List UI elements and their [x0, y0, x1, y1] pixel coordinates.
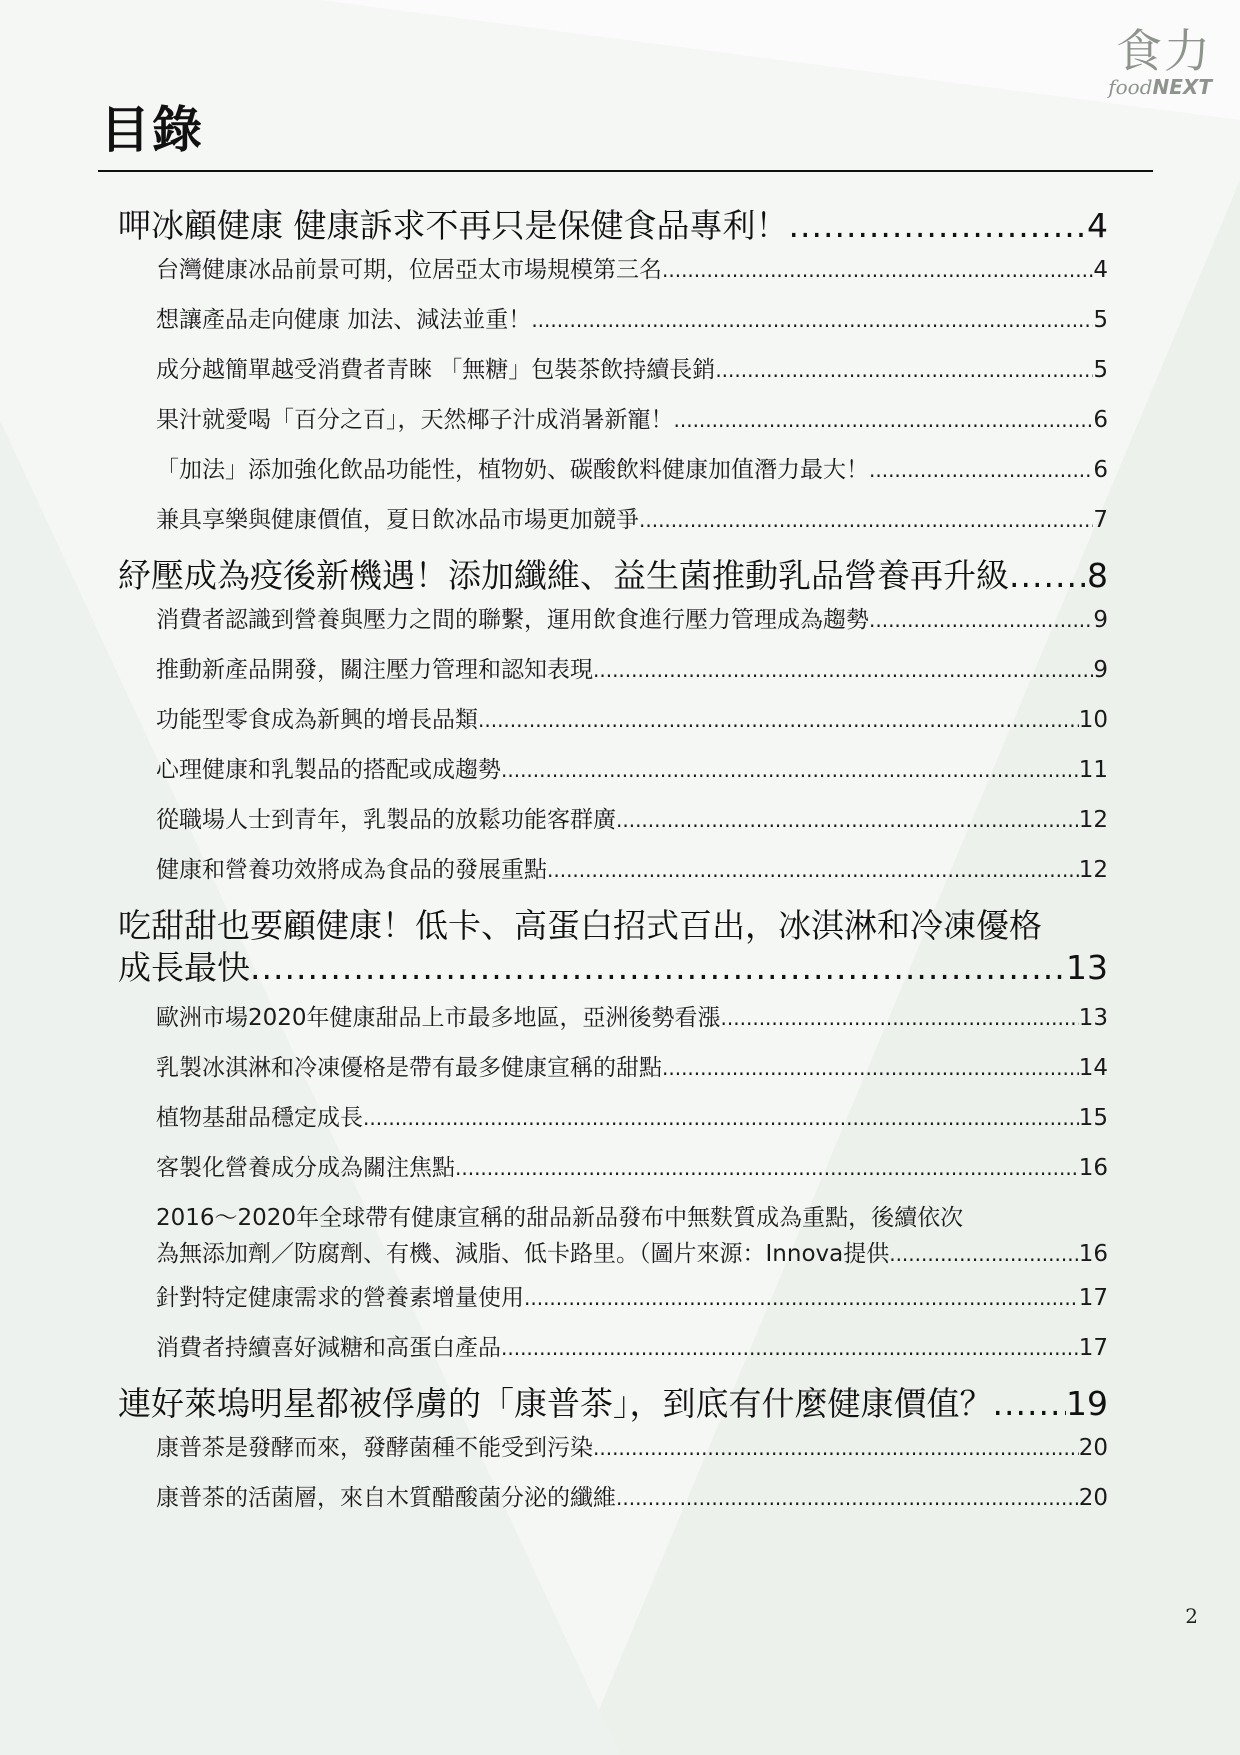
dot-leader — [250, 947, 1066, 989]
entry-title: 消費者認識到營養與壓力之間的聯繫，運用飲食進行壓力管理成為趨勢 — [156, 607, 869, 633]
entry-page: 5 — [1093, 307, 1108, 333]
toc-entry[interactable] — [156, 755, 1108, 785]
toc-entry[interactable] — [156, 855, 1108, 885]
toc-entry[interactable] — [156, 1283, 1108, 1313]
dot-leader — [789, 205, 1088, 247]
entry-title: 康普茶是發酵而來，發酵菌種不能受到污染 — [156, 1435, 593, 1461]
dot-leader — [616, 805, 1079, 835]
entry-title: 歐洲市場2020年健康甜品上市最多地區，亞洲後勢看漲 — [156, 1005, 721, 1031]
dot-leader — [501, 1333, 1079, 1363]
toc-chapter-entry[interactable] — [118, 555, 1108, 597]
entry-page: 11 — [1078, 757, 1108, 783]
table-of-contents — [118, 205, 1108, 1533]
entry-title: 客製化營養成分成為關注焦點 — [156, 1155, 455, 1181]
entry-title: 想讓產品走向健康 加法、減法並重！ — [156, 307, 532, 333]
chapter-page: 19 — [1066, 1384, 1108, 1423]
entry-page: 9 — [1093, 657, 1108, 683]
entry-page: 20 — [1078, 1485, 1108, 1511]
toc-entry[interactable] — [156, 355, 1108, 385]
chapter-title: 連好萊塢明星都被俘虜的「康普茶」，到底有什麼健康價值？ — [118, 1384, 993, 1423]
entry-page: 4 — [1093, 257, 1108, 283]
chapter-title-line1: 吃甜甜也要顧健康！低卡、高蛋白招式百出，冰淇淋和冷凍優格 — [118, 906, 1042, 945]
toc-chapter-entry[interactable] — [118, 205, 1108, 247]
logo-chinese: 食力 — [1116, 24, 1212, 78]
dot-leader — [993, 1383, 1067, 1425]
toc-section — [118, 1383, 1108, 1513]
dot-leader — [674, 405, 1094, 435]
entry-page: 20 — [1078, 1435, 1108, 1461]
entry-title: 植物基甜品穩定成長 — [156, 1105, 363, 1131]
entry-title: 健康和營養功效將成為食品的發展重點 — [156, 857, 547, 883]
entry-page: 15 — [1078, 1105, 1108, 1131]
entry-page: 16 — [1078, 1241, 1108, 1267]
dot-leader — [715, 355, 1093, 385]
dot-leader — [547, 855, 1079, 885]
page-number: 2 — [1185, 1604, 1198, 1628]
toc-entry[interactable] — [156, 1333, 1108, 1363]
dot-leader — [593, 655, 1093, 685]
entry-title: 台灣健康冰品前景可期，位居亞太市場規模第三名 — [156, 257, 662, 283]
entry-page: 9 — [1093, 607, 1108, 633]
toc-section — [118, 905, 1108, 1363]
entry-title: 針對特定健康需求的營養素增量使用 — [156, 1285, 524, 1311]
dot-leader — [593, 1433, 1079, 1463]
toc-entry[interactable] — [156, 655, 1108, 685]
dot-leader — [662, 255, 1093, 285]
toc-entry[interactable] — [156, 1203, 1108, 1269]
title-divider — [98, 170, 1153, 172]
entry-title: 消費者持續喜好減糖和高蛋白產品 — [156, 1335, 501, 1361]
dot-leader — [455, 1153, 1079, 1183]
brand-logo — [1108, 26, 1212, 98]
dot-leader — [869, 605, 1093, 635]
entry-title: 心理健康和乳製品的搭配或成趨勢 — [156, 757, 501, 783]
entry-title: 成分越簡單越受消費者青睞 「無糖」包裝茶飲持續長銷 — [156, 357, 716, 383]
dot-leader — [363, 1103, 1079, 1133]
entry-title: 推動新產品開發，關注壓力管理和認知表現 — [156, 657, 593, 683]
toc-section — [118, 205, 1108, 535]
entry-title-line1: 2016～2020年全球帶有健康宣稱的甜品新品發布中無麩質成為重點，後續依次 — [156, 1205, 964, 1231]
entry-title: 乳製冰淇淋和冷凍優格是帶有最多健康宣稱的甜點 — [156, 1055, 662, 1081]
entry-title: 從職場人士到青年，乳製品的放鬆功能客群廣 — [156, 807, 616, 833]
chapter-page: 8 — [1087, 556, 1108, 595]
entry-page: 12 — [1078, 807, 1108, 833]
entry-page: 6 — [1093, 457, 1108, 483]
toc-entry[interactable] — [156, 1153, 1108, 1183]
entry-page: 17 — [1078, 1335, 1108, 1361]
toc-entry[interactable] — [156, 1003, 1108, 1033]
entry-page: 16 — [1078, 1155, 1108, 1181]
toc-entry[interactable] — [156, 405, 1108, 435]
chapter-title: 紓壓成為疫後新機遇！添加纖維、益生菌推動乳品營養再升級 — [118, 556, 1009, 595]
entry-page: 7 — [1093, 507, 1108, 533]
toc-entry[interactable] — [156, 1483, 1108, 1513]
entry-page: 12 — [1078, 857, 1108, 883]
toc-entry[interactable] — [156, 1053, 1108, 1083]
chapter-title-line2: 成長最快 — [118, 948, 250, 987]
toc-chapter-entry[interactable] — [118, 1383, 1108, 1425]
entry-page: 17 — [1078, 1285, 1108, 1311]
dot-leader — [616, 1483, 1079, 1513]
entry-title-line2: 為無添加劑／防腐劑、有機、減脂、低卡路里。（圖片來源：Innova提供 — [156, 1241, 890, 1267]
chapter-title: 呷冰顧健康 健康訴求不再只是保健食品專利！ — [118, 206, 789, 245]
dot-leader — [531, 305, 1093, 335]
entry-page: 6 — [1093, 407, 1108, 433]
entry-page: 13 — [1078, 1005, 1108, 1031]
entry-page: 5 — [1093, 357, 1108, 383]
logo-english: foodNEXT — [1108, 75, 1212, 99]
toc-entry[interactable] — [156, 455, 1108, 485]
toc-entry[interactable] — [156, 1103, 1108, 1133]
toc-entry[interactable] — [156, 605, 1108, 635]
entry-page: 14 — [1078, 1055, 1108, 1081]
toc-entry[interactable] — [156, 1433, 1108, 1463]
entry-title: 「加法」添加強化飲品功能性，植物奶、碳酸飲料健康加值潛力最大！ — [156, 457, 869, 483]
dot-leader — [1009, 555, 1087, 597]
entry-title: 果汁就愛喝「百分之百」，天然椰子汁成消暑新寵！ — [156, 407, 674, 433]
toc-entry[interactable] — [156, 505, 1108, 535]
toc-entry[interactable] — [156, 255, 1108, 285]
entry-title: 兼具享樂與健康價值，夏日飲冰品市場更加競爭 — [156, 507, 639, 533]
toc-entry[interactable] — [156, 705, 1108, 735]
dot-leader — [478, 705, 1079, 735]
toc-section — [118, 555, 1108, 885]
dot-leader — [662, 1053, 1079, 1083]
dot-leader — [721, 1003, 1079, 1033]
entry-title: 康普茶的活菌層，來自木質醋酸菌分泌的纖維 — [156, 1485, 616, 1511]
dot-leader — [869, 455, 1093, 485]
entry-title: 功能型零食成為新興的增長品類 — [156, 707, 478, 733]
dot-leader — [889, 1239, 1079, 1269]
dot-leader — [524, 1283, 1079, 1313]
toc-chapter-entry[interactable] — [118, 905, 1108, 989]
toc-entry[interactable] — [156, 305, 1108, 335]
toc-entry[interactable] — [156, 805, 1108, 835]
chapter-page: 13 — [1066, 948, 1108, 987]
dot-leader — [639, 505, 1093, 535]
entry-page: 10 — [1078, 707, 1108, 733]
page-title: 目錄 — [100, 100, 204, 159]
dot-leader — [501, 755, 1079, 785]
chapter-page: 4 — [1087, 206, 1108, 245]
